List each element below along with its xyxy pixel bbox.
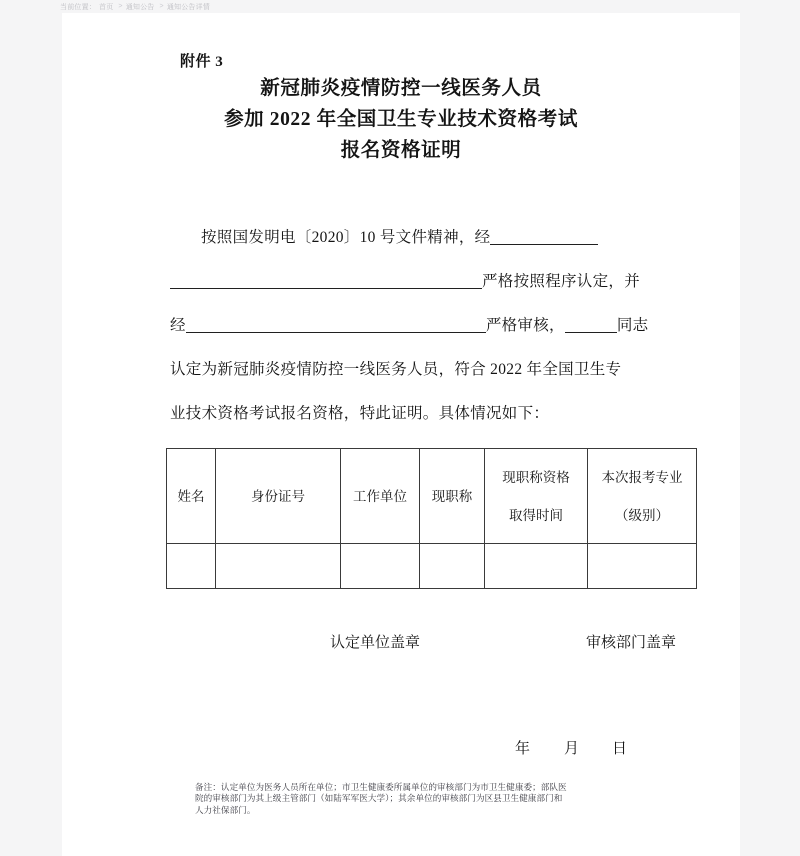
date-month-label: 月 [564, 741, 580, 757]
body-line-5: 业技术资格考试报名资格，特此证明。具体情况如下： [170, 405, 550, 422]
body-line-2-text: 严格按照程序认定，并 [482, 273, 641, 290]
fill-blank-2[interactable] [170, 273, 482, 289]
breadcrumb-current: 通知公告详情 [166, 3, 211, 11]
table-cell-applied-major[interactable] [588, 544, 697, 589]
info-table-container [166, 448, 683, 589]
breadcrumb-label: 当前位置： [60, 3, 96, 11]
table-header-id: 身份证号 [216, 449, 341, 544]
footnote-line-2: 院的审核部门为其上级主管部门（如陆军军医大学）；其余单位的审核部门为区县卫生健康部门和 [195, 793, 563, 804]
title-line-2: 参加 2022 年全国卫生专业技术资格考试 [224, 109, 578, 130]
fill-blank-3[interactable] [186, 317, 486, 333]
body-line-3 [170, 304, 654, 348]
footnote-line-1: 备注：认定单位为医务人员所在单位；市卫生健康委所属单位的审核部门为市卫生健康委；部队医 [195, 782, 567, 792]
title-line-3: 报名资格证明 [340, 140, 462, 161]
breadcrumb [0, 0, 800, 13]
table-cell-title[interactable] [420, 544, 485, 589]
table-row [167, 544, 697, 589]
date-year-label: 年 [515, 741, 531, 757]
table-header-qualification-time-line1: 现职称资格 [502, 469, 570, 485]
body-line-3-mid: 严格审核， [485, 317, 565, 334]
body-line-1 [170, 216, 654, 260]
body-line-1-text: 按照国发明电〔2020〕10 号文件精神，经 [201, 229, 491, 246]
table-header-name: 姓名 [167, 449, 216, 544]
document-page [62, 13, 740, 856]
page-title [62, 73, 740, 166]
table-header-qualification-time-line2: 取得时间 [509, 507, 563, 523]
table-cell-unit[interactable] [341, 544, 420, 589]
stamp-label-certifying-unit: 认定单位盖章 [330, 635, 421, 651]
breadcrumb-link-home[interactable]: 首页 [99, 3, 114, 11]
table-header-applied-major-line1: 本次报考专业 [601, 469, 683, 485]
table-header-title: 现职称 [420, 449, 485, 544]
table-header-qualification-time [485, 449, 588, 544]
fill-blank-1[interactable] [490, 229, 598, 245]
date-day-label: 日 [612, 741, 628, 757]
table-header-row [167, 449, 697, 544]
table-header-unit: 工作单位 [341, 449, 420, 544]
body-line-3-prefix: 经 [170, 317, 186, 334]
body-line-2 [170, 260, 654, 304]
table-header-applied-major [588, 449, 697, 544]
document-content [62, 13, 740, 856]
footnote [195, 782, 615, 816]
footnote-line-3: 人力社保部门。 [195, 804, 256, 815]
title-line-1: 新冠肺炎疫情防控一线医务人员 [260, 78, 542, 99]
info-table [166, 448, 697, 589]
breadcrumb-link-notices[interactable]: 通知公告 [125, 3, 155, 11]
table-cell-id[interactable] [216, 544, 341, 589]
body-line-4: 认定为新冠肺炎疫情防控一线医务人员，符合 2022 年全国卫生专 [170, 361, 622, 378]
attachment-label: 附件 3 [180, 54, 224, 70]
table-cell-qualification-time[interactable] [485, 544, 588, 589]
fill-blank-4[interactable] [565, 317, 617, 333]
table-header-applied-major-line2: （级别） [615, 507, 669, 523]
table-cell-name[interactable] [167, 544, 216, 589]
breadcrumb-separator-1: > [118, 3, 123, 10]
breadcrumb-separator-2: > [159, 3, 164, 10]
document-body [170, 216, 654, 436]
stamp-label-review-department: 审核部门盖章 [586, 635, 677, 651]
body-line-3-suffix: 同志 [616, 317, 649, 334]
